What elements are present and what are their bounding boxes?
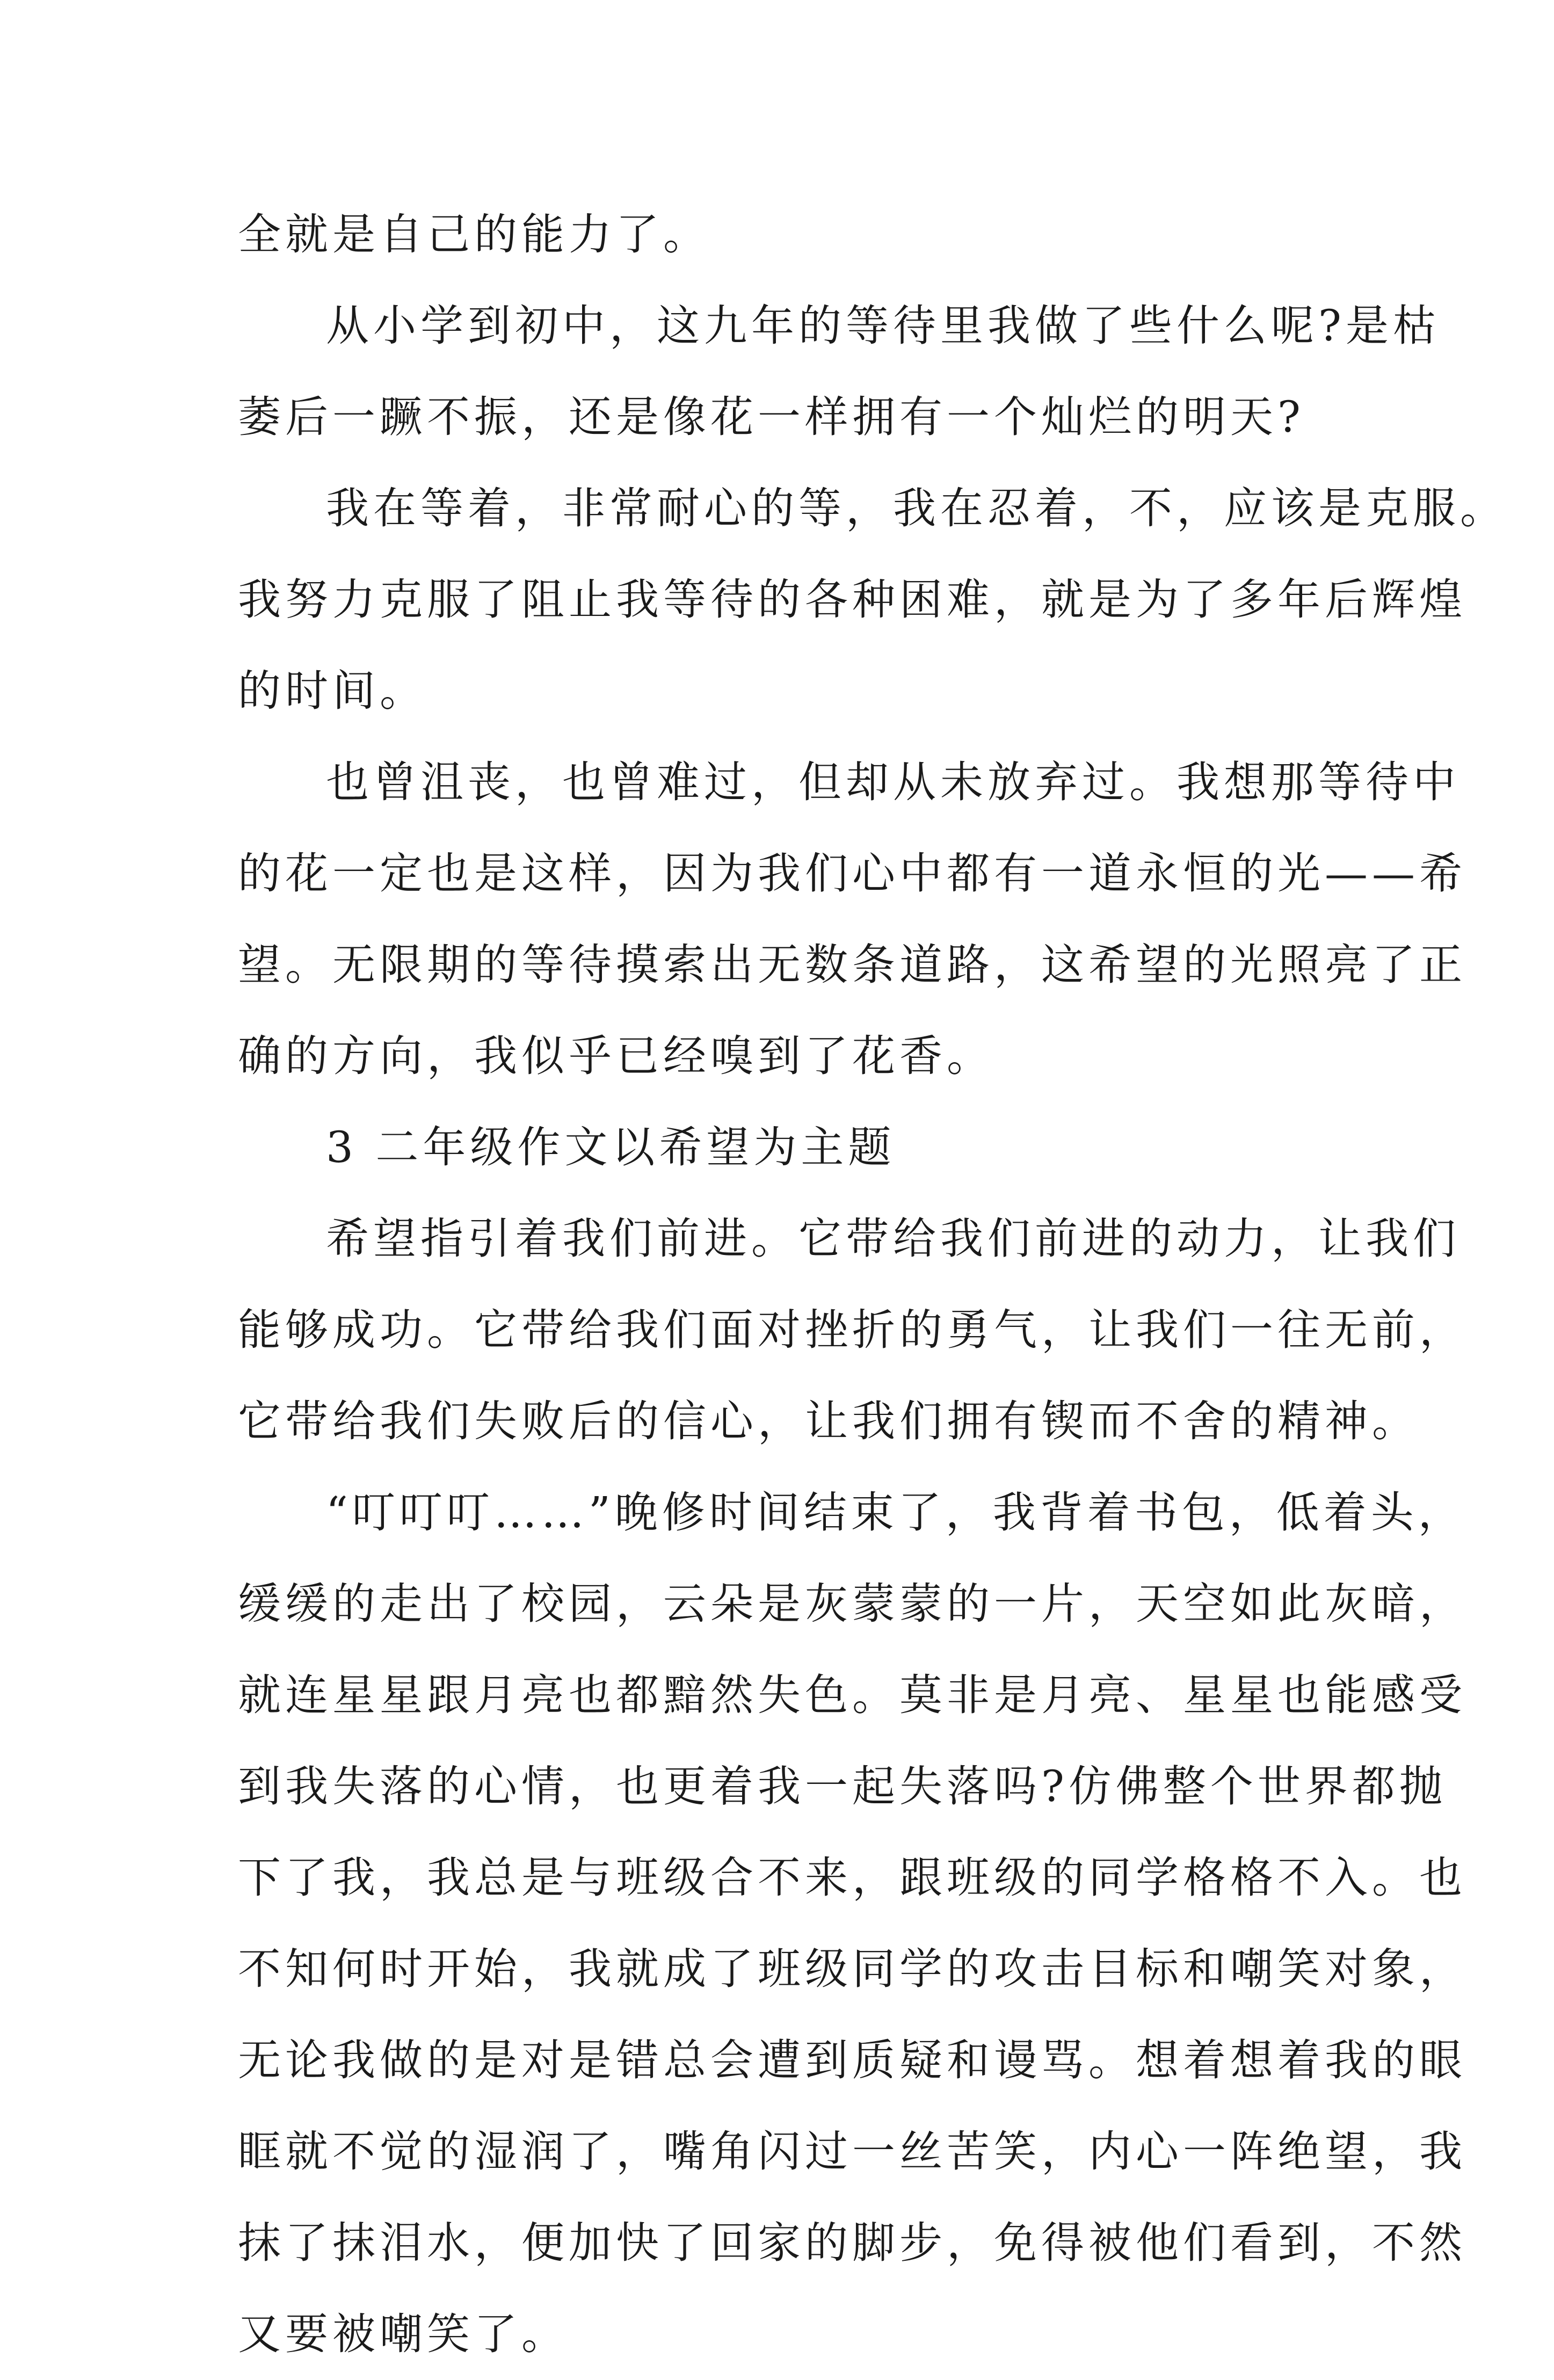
paragraph-start-line: 从小学到初中，这九年的等待里我做了些什么呢?是枯 bbox=[326, 301, 1440, 351]
text-line: 抹了抹泪水，便加快了回家的脚步，免得被他们看到，不然 bbox=[238, 2218, 1466, 2268]
text-line: 不知何时开始，我就成了班级同学的攻击目标和嘲笑对象， bbox=[238, 1944, 1466, 1994]
text-line: 萎后一蹶不振，还是像花一样拥有一个灿烂的明天? bbox=[238, 392, 1305, 442]
paragraph-start-line: 希望指引着我们前进。它带给我们前进的动力，让我们 bbox=[326, 1214, 1460, 1264]
document-body bbox=[238, 189, 1507, 2380]
text-line: 到我失落的心情，也更着我一起失落吗?仿佛整个世界都抛 bbox=[238, 1761, 1447, 1811]
text-line: 确的方向，我似乎已经嗅到了花香。 bbox=[238, 1031, 994, 1081]
text-line: 缓缓的走出了校园，云朵是灰蒙蒙的一片，天空如此灰暗， bbox=[238, 1579, 1466, 1629]
text-line: 的花一定也是这样，因为我们心中都有一道永恒的光——希 bbox=[238, 848, 1466, 898]
paragraph-start-line: 我在等着，非常耐心的等，我在忍着，不，应该是克服。 bbox=[326, 483, 1507, 533]
paragraph-start-line: 也曾沮丧，也曾难过，但却从未放弃过。我想那等待中 bbox=[326, 757, 1460, 807]
text-line: 眶就不觉的湿润了，嘴角闪过一丝苦笑，内心一阵绝望，我 bbox=[238, 2127, 1466, 2176]
text-line: 望。无限期的等待摸索出无数条道路，这希望的光照亮了正 bbox=[238, 940, 1466, 990]
text-line: 又要被嘲笑了。 bbox=[238, 2309, 569, 2359]
text-line: 全就是自己的能力了。 bbox=[238, 209, 710, 259]
text-line: 就连星星跟月亮也都黯然失色。莫非是月亮、星星也能感受 bbox=[238, 1670, 1466, 1720]
text-line: 能够成功。它带给我们面对挫折的勇气，让我们一往无前， bbox=[238, 1305, 1466, 1355]
paragraph-start-line: “叮叮叮……”晚修时间结束了，我背着书包，低着头， bbox=[326, 1488, 1465, 1537]
text-line: 我努力克服了阻止我等待的各种困难，就是为了多年后辉煌 bbox=[238, 575, 1466, 625]
text-line: 无论我做的是对是错总会遭到质疑和谩骂。想着想着我的眼 bbox=[238, 2035, 1466, 2085]
section-heading: 3 二年级作文以希望为主题 bbox=[326, 1122, 896, 1172]
text-line: 下了我，我总是与班级合不来，跟班级的同学格格不入。也 bbox=[238, 1853, 1466, 1903]
text-line: 的时间。 bbox=[238, 666, 427, 716]
text-line: 它带给我们失败后的信心，让我们拥有锲而不舍的精神。 bbox=[238, 1396, 1419, 1446]
